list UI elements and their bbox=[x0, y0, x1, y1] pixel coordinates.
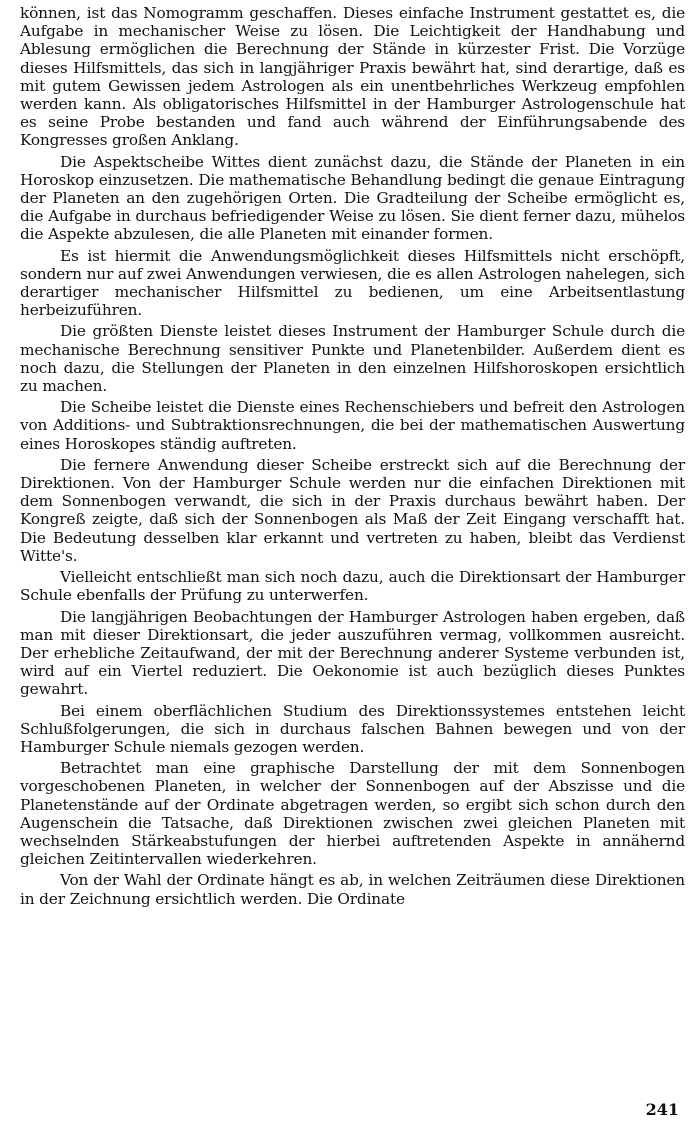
paragraph-7: Vielleicht entschließt man sich noch dazu, auch die Direktionsart der Hamburger Schule ebenfalls der Prüfung zu unterwerfen. bbox=[20, 568, 685, 605]
paragraph-8: Die langjährigen Beobachtungen der Hamburger Astrologen haben ergeben, daß man mit dieser Direktionsart, die jeder auszuführen vermag, vollkommen ausreicht. Der erhebliche Zeitaufwand, der mit der Berechnung anderer Systeme verbunden ist, wird auf ein Viertel reduziert. Die Oekonomie ist auch bezüglich dieses Punktes gewahrt. bbox=[20, 607, 685, 699]
paragraph-5: Die Scheibe leistet die Dienste eines Rechenschiebers und befreit den Astrologen von Additions- und Subtraktionsrechnungen, die bei der mathematischen Auswertung eines Horoskopes ständig auftreten. bbox=[20, 398, 685, 453]
body-text bbox=[20, 4, 685, 908]
paragraph-6: Die fernere Anwendung dieser Scheibe erstreckt sich auf die Berechnung der Direktionen. Von der Hamburger Schule werden nur die einfachen Direktionen mit dem Sonnenbogen verwandt, die sich in der Praxis durchaus bewährt haben. Der Kongreß zeigte, daß sich der Sonnenbogen als Maß der Zeit Eingang verschafft hat. Die Bedeutung desselben klar erkannt und vertreten zu haben, bleibt das Verdienst Witte's. bbox=[20, 455, 685, 565]
paragraph-1: können, ist das Nomogramm geschaffen. Dieses einfache Instrument gestattet es, die Aufgabe in mechanischer Weise zu lösen. Die Leichtigkeit der Handhabung und Ablesung ermöglichen die Berechnung der Stände in kürzester Frist. Die Vorzüge dieses Hilfsmittels, das sich in langjähriger Praxis bewährt hat, sind derartige, daß es mit gutem Gewissen jedem Astrologen als ein unentbehrliches Werkzeug empfohlen werden kann. Als obligatorisches Hilfsmittel in der Hamburger Astrologenschule hat es seine Probe bestanden und fand auch während der Einführungsabende des Kongresses großen Anklang. bbox=[20, 4, 685, 150]
paragraph-9: Bei einem oberflächlichen Studium des Direktionssystemes entstehen leicht Schlußfolgerungen, die sich in durchaus falschen Bahnen bewegen und von der Hamburger Schule niemals gezogen werden. bbox=[20, 701, 685, 756]
paragraph-3: Es ist hiermit die Anwendungsmöglichkeit dieses Hilfsmittels nicht erschöpft, sondern nur auf zwei Anwendungen verwiesen, die es allen Astrologen nahelegen, sich derartiger mechanischer Hilfsmittel zu bedienen, um eine Arbeitsentlastung herbeizuführen. bbox=[20, 246, 685, 320]
paragraph-4: Die größten Dienste leistet dieses Instrument der Hamburger Schule durch die mechanische Berechnung sensitiver Punkte und Planetenbilder. Außerdem dient es noch dazu, die Stellungen der Planeten in den einzelnen Hilfshoroskopen ersichtlich zu machen. bbox=[20, 322, 685, 396]
paragraph-2: Die Aspektscheibe Wittes dient zunächst dazu, die Stände der Planeten in ein Horoskop einzusetzen. Die mathematische Behandlung bedingt die genaue Eintragung der Planeten an den zugehörigen Orten. Die Gradteilung der Scheibe ermöglicht es, die Aufgabe in durchaus befriedigender Weise zu lösen. Sie dient ferner dazu, mühelos die Aspekte abzulesen, die alle Planeten mit einander formen. bbox=[20, 152, 685, 244]
page-number: 241 bbox=[645, 1100, 679, 1119]
paragraph-10: Betrachtet man eine graphische Darstellung der mit dem Sonnenbogen vorgeschobenen Planeten, in welcher der Sonnenbogen auf der Abszisse und die Planetenstände auf der Ordinate abgetragen werden, so ergibt sich schon durch den Augenschein die Tatsache, daß Direktionen zwischen zwei gleichen Planeten mit wechselnden Stärkeabstufungen der hierbei auftretenden Aspekte in annähernd gleichen Zeitintervallen wiederkehren. bbox=[20, 759, 685, 869]
paragraph-11: Von der Wahl der Ordinate hängt es ab, in welchen Zeiträumen diese Direktionen in der Zeichnung ersichtlich werden. Die Ordinate bbox=[20, 871, 685, 908]
